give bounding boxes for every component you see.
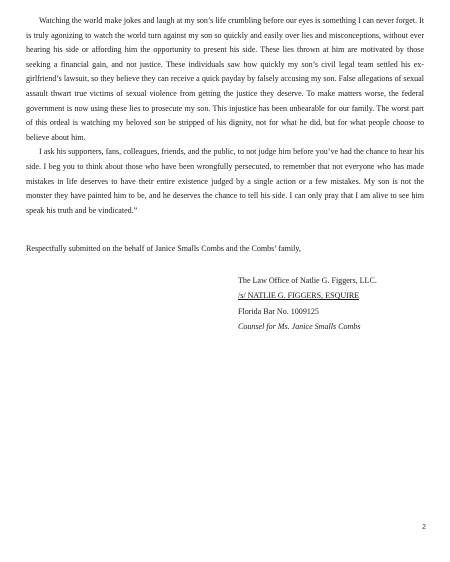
paragraph-2: I ask his supporters, fans, colleagues, friends, and the public, to not judge him before you’ve had the chance to hear his side. I beg you to think about those who have been wrongfully persecuted, to remember that not everyone who has made mistakes in life deserves to have their entire existence judged by a single action or a few mistakes. My son is not the monster they have painted him to be, and he deserves the chance to tell his side. I can only pray that I am alive to see him speak his truth and be vindicated.”	[26, 147, 424, 215]
bar-number: Florida Bar No. 1009125	[238, 306, 319, 316]
closing-statement: Respectfully submitted on the behalf of Janice Smalls Combs and the Combs’ family,	[26, 244, 301, 253]
attorney-signature: /s/ NATLIE G. FIGGERS, ESQUIRE	[238, 291, 360, 301]
page-number: 2	[422, 524, 426, 531]
counsel-line: Counsel for Ms. Janice Smalls Combs	[238, 322, 361, 332]
paragraph-1: Watching the world make jokes and laugh at my son’s life crumbling before our eyes is something I can never forget. It is truly agonizing to watch the world turn against my son so quickly and easily over lies and misconceptions, without ever hearing his side or affording him the opportunity to present his side. These lies thrown at him are motivated by those seeking a financial gain, and not justice. These individuals saw how quickly my son’s civil legal team settled his ex-girlfriend’s lawsuit, so they believe they can receive a quick payday by falsely accusing my son. False allegations of sexual assault thwart true victims of sexual violence from getting the justice they deserve. To make matters worse, the federal government is now using these lies to prosecute my son. This injustice has been unbearable for our family. The worst part of this ordeal is watching my beloved son be stripped of his dignity, not for what he did, but for what people choose to believe about him.	[26, 16, 424, 142]
firm-name: The Law Office of Natlie G. Figgers, LLC.	[238, 276, 377, 285]
letter-body	[26, 14, 424, 218]
signature-block	[238, 273, 428, 335]
